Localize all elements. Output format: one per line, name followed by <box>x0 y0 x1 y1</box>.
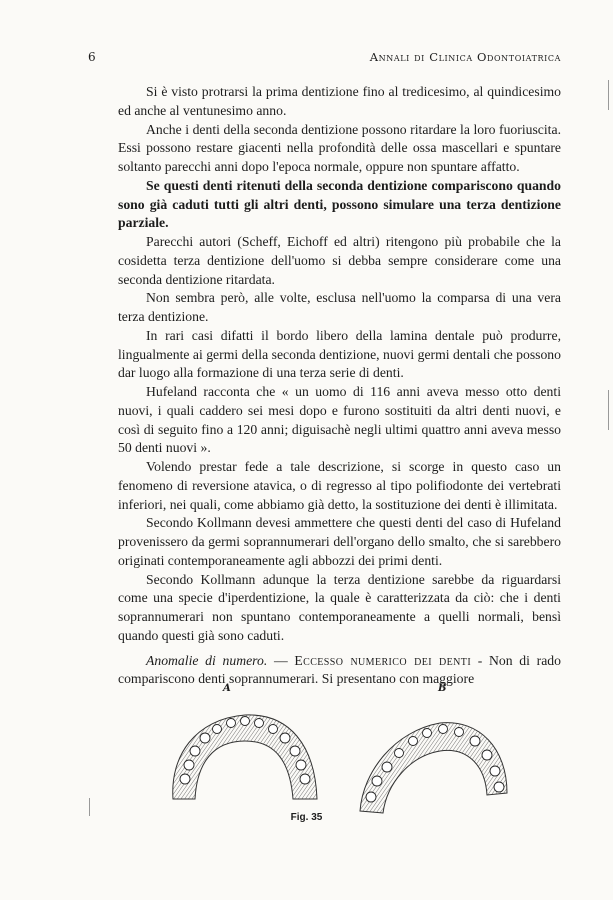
dental-arch-figure <box>165 683 515 833</box>
running-header <box>88 50 561 64</box>
dental-arch-b <box>360 723 507 813</box>
figure-label-a: A <box>223 683 231 694</box>
dental-arch-a <box>173 715 317 799</box>
section-heading: Anomalie di numero. <box>146 652 268 668</box>
paragraph: Non sembra però, alle volte, esclusa nell'uomo la comparsa di una vera terza dentizione. <box>118 290 561 324</box>
subsection-heading: Eccesso numerico dei denti <box>294 652 472 668</box>
figure-label-b: B <box>438 683 447 694</box>
paragraph: Se questi denti ritenuti della seconda dentizione compariscono quando sono già caduti tutti gli altri denti, possono simulare una terza dentizione parziale. <box>118 177 561 231</box>
body-text <box>118 83 561 689</box>
paragraph: Secondo Kollmann adunque la terza dentizione sarebbe da riguardarsi come una specie d'iperdentizione, la quale è caratterizzata da ciò: che i denti soprannumerari non spuntano contemporaneamente a quelli normali, bensì quando questi già sono caduti. <box>118 571 561 643</box>
paragraph: Hufeland racconta che « un uomo di 116 anni aveva messo otto denti nuovi, i quali caddero sei mesi dopo e furono sostituiti da altri denti nuovi, e così di seguito fino a 120 anni; diguisachè negli ultimi quattro anni aveva messo 50 denti nuovi ». <box>118 384 561 456</box>
paragraph: Volendo prestar fede a tale descrizione, si scorge in questo caso un fenomeno di reversione atavica, o di regresso al tipo polifiodonte dei vertebrati inferiori, nei quali, come abbiamo già detto, la sostituzione dei denti è illimitata. <box>118 459 561 512</box>
paragraph: Anche i denti della seconda dentizione possono ritardare la loro fuoriuscita. Essi possono restare giacenti nella profondità delle ossa mascellari e spuntare soltanto parecchi anni dopo l'epoca normale, oppure non spuntare affatto. <box>118 121 561 174</box>
running-title: Annali di Clinica Odontoiatrica <box>369 50 561 64</box>
margin-mark <box>608 390 609 430</box>
paragraph: In rari casi difatti il bordo libero della lamina dentale può produrre, lingualmente ai germi della seconda dentizione, nuovi germi dentali che possono dar luogo alla formazione di una terza serie di denti. <box>118 327 561 381</box>
margin-mark <box>608 80 609 110</box>
margin-mark <box>89 798 90 816</box>
paragraph: Si è visto protrarsi la prima dentizione fino al tredicesimo, al quindicesimo ed anche al ventunesimo anno. <box>118 84 561 118</box>
page-number: 6 <box>88 50 96 64</box>
paragraph-text: - Non di rado compariscono denti soprannumerari. Si presentano con maggiore <box>118 652 561 687</box>
paragraph: Parecchi autori (Scheff, Eichoff ed altri) ritengono più probabile che la cosidetta terza dentizione dell'uomo si debba sempre considerare come una seconda dentizione ritardata. <box>118 234 561 287</box>
paragraph: Secondo Kollmann devesi ammettere che questi denti del caso di Hufeland provenissero da germi soprannumerari dell'organo dello smalto, che si sarebbero originati contemporaneamente agli abbozzi dei primi denti. <box>118 515 561 568</box>
figure-caption: Fig. 35 <box>290 812 323 823</box>
dash: — <box>267 652 295 668</box>
